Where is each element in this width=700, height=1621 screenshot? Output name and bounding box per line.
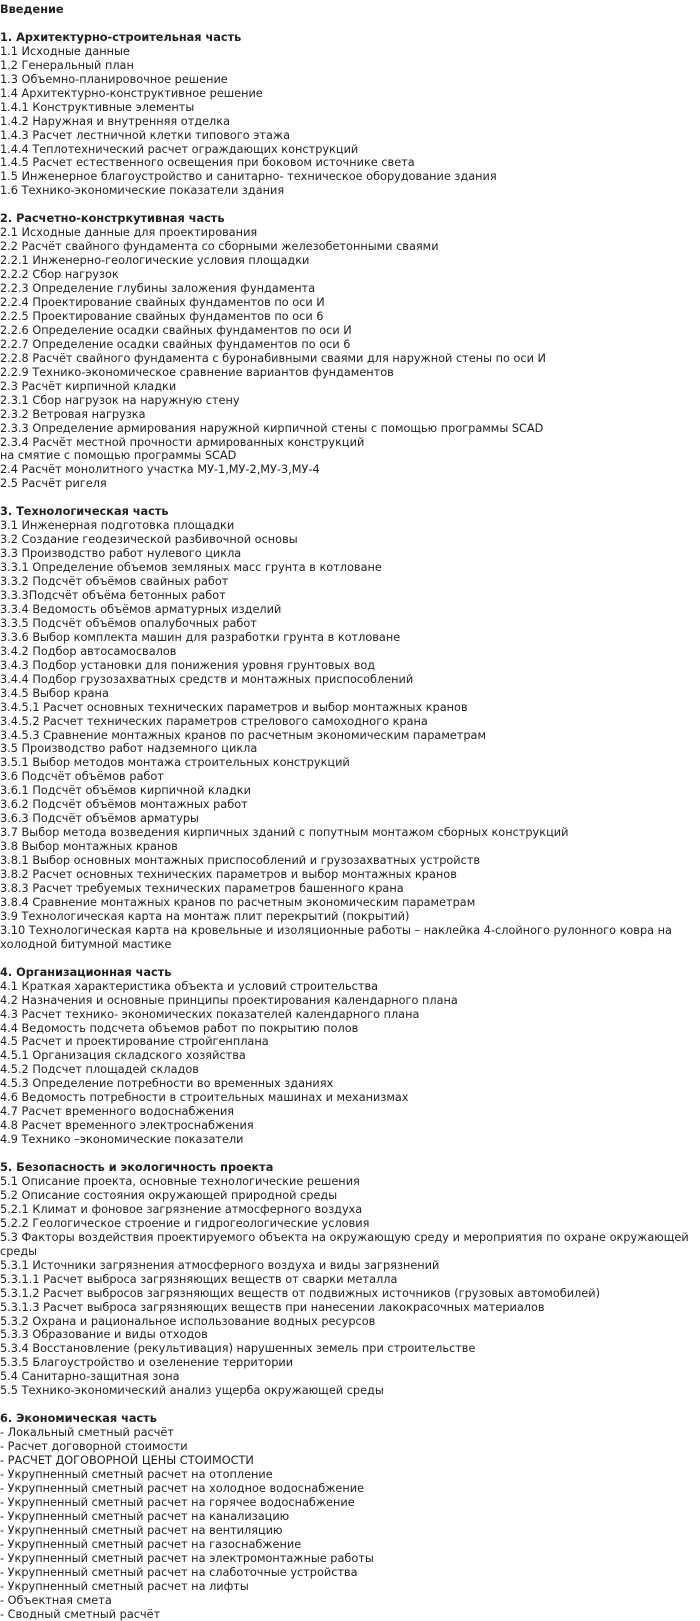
- section-5: [0, 1161, 698, 1398]
- list-item: 2.5 Расчёт ригеля: [0, 477, 107, 491]
- list-item: 2.2.5 Проектирование свайных фундаментов по оси 6: [0, 309, 324, 323]
- list-item: 4.3 Расчет технико- экономических показателей календарного плана: [0, 1007, 420, 1021]
- list-item: 3.2 Создание геодезической разбивочной основы: [0, 533, 298, 547]
- list-item: 1.4.5 Расчет естественного освещения при боковом источнике света: [0, 156, 415, 170]
- intro-heading: Введение: [0, 3, 64, 16]
- list-item: 4.1 Краткая характеристика объекта и условий строительства: [0, 979, 379, 993]
- list-item: 5.3.1.1 Расчет выброса загрязняющих веществ от сварки металла: [0, 1272, 398, 1286]
- list-item: 5.3.4 Восстановление (рекультивация) нарушенных земель при строительстве: [0, 1342, 476, 1356]
- list-item: 3.3.2 Подсчёт объёмов свайных работ: [0, 575, 229, 589]
- document: [0, 3, 700, 1621]
- list-item: 5.1 Описание проекта, основные технологические решения: [0, 1174, 360, 1188]
- list-item: 2.3.3 Определение армирования наружной кирпичной стены с помощью программы SCAD: [0, 421, 544, 435]
- list-item: 2.2.3 Определение глубины заложения фундамента: [0, 282, 316, 296]
- list-item: - Укрупненный сметный расчет на холодное водоснабжение: [0, 1481, 365, 1495]
- list-item: 2.3.2 Ветровая нагрузка: [0, 407, 146, 421]
- list-item: 1.2 Генеральный план: [0, 58, 134, 72]
- list-item: 3.8.1 Выбор основных монтажных приспособлений и грузозахватных устройств: [0, 854, 481, 868]
- list-item: 1.3 Объемно-планировочное решение: [0, 72, 228, 86]
- list-item: 2.2.1 Инженерно-геологические условия площадки: [0, 254, 310, 268]
- section-3: [0, 505, 698, 952]
- list-item: 2.2.4 Проектирование свайных фундаментов по оси И: [0, 295, 325, 309]
- list-item: 3.6 Подсчёт объёмов работ: [0, 770, 164, 784]
- list-item: 1.4.1 Конструктивные элементы: [0, 100, 195, 114]
- list-item: - Укрупненный сметный расчет на электромонтажные работы: [0, 1551, 374, 1565]
- list-item: 4.9 Технико –экономические показатели: [0, 1133, 244, 1147]
- section-title: 3. Технологическая часть: [0, 505, 169, 519]
- list-item: - Расчет договорной стоимости: [0, 1440, 188, 1454]
- list-item: 3.3.6 Выбор комплекта машин для разработки грунта в котловане: [0, 630, 401, 644]
- list-item: - Сводный сметный расчёт: [0, 1607, 161, 1621]
- list-item: 5.3.3 Образование и виды отходов: [0, 1328, 208, 1342]
- list-item: 4.5.1 Организация складского хозяйства: [0, 1049, 246, 1063]
- list-item: 3.3.3Подсчёт объёма бетонных работ: [0, 588, 226, 602]
- list-item: - Укрупненный сметный расчет на газоснабжение: [0, 1537, 302, 1551]
- list-item: 5.3.1 Источники загрязнения атмосферного воздуха и виды загрязнений: [0, 1258, 440, 1272]
- section-1: [0, 31, 698, 198]
- list-item: - Укрупненный сметный расчет на канализацию: [0, 1509, 290, 1523]
- list-item: 2.3 Расчёт кирпичной кладки: [0, 379, 177, 393]
- list-item: 3.4.3 Подбор установки для понижения уровня грунтовых вод: [0, 658, 376, 672]
- list-item: 4.5.2 Подсчет площадей складов: [0, 1063, 199, 1077]
- list-item: 3.4.5.3 Сравнение монтажных кранов по расчетным экономическим параметрам: [0, 728, 487, 742]
- list-item: 3.9 Технологическая карта на монтаж плит перекрытий (покрытий): [0, 909, 410, 923]
- list-item: 4.4 Ведомость подсчета объемов работ по покрытию полов: [0, 1021, 359, 1035]
- list-item: - Укрупненный сметный расчет на лифты: [0, 1579, 249, 1593]
- section-title: 4. Организационная часть: [0, 965, 172, 979]
- list-item: - Локальный сметный расчёт: [0, 1426, 174, 1440]
- list-item: - Укрупненный сметный расчет на горячее водоснабжение: [0, 1495, 355, 1509]
- list-item: - Укрупненный сметный расчет на отопление: [0, 1467, 273, 1481]
- list-item: 3.4.5.1 Расчет основных технических параметров и выбор монтажных кранов: [0, 700, 468, 714]
- list-item: 5.3.2 Охрана и рациональное использование водных ресурсов: [0, 1314, 376, 1328]
- list-item: 4.8 Расчет временного электроснабжения: [0, 1119, 254, 1133]
- section-6: [0, 1412, 698, 1621]
- list-item: 3.6.3 Подсчёт объёмов арматуры: [0, 812, 199, 826]
- list-item: 2.2 Расчёт свайного фундамента со сборными железобетонными сваями: [0, 240, 439, 254]
- list-item: 3.3.1 Определение объемов земляных масс грунта в котловане: [0, 561, 382, 575]
- list-item: 4.5.3 Определение потребности во временных зданиях: [0, 1077, 334, 1091]
- list-item: 5.2.1 Климат и фоновое загрязнение атмосферного воздуха: [0, 1202, 363, 1216]
- list-item: 3.3.4 Ведомость объёмов арматурных изделий: [0, 602, 282, 616]
- list-item: 2.2.6 Определение осадки свайных фундаментов по оси И: [0, 323, 352, 337]
- list-item: 1.1 Исходные данные: [0, 44, 130, 58]
- list-item: 5.3 Факторы воздействия проектируемого объекта на окружающую среду и мероприятия по охране окружающей среды: [0, 1230, 689, 1258]
- list-item: - Укрупненный сметный расчет на вентиляцию: [0, 1523, 283, 1537]
- list-item: 3.6.1 Подсчёт объёмов кирпичной кладки: [0, 784, 251, 798]
- list-item: 3.1 Инженерная подготовка площадки: [0, 519, 235, 533]
- list-item: 1.4.4 Теплотехнический расчет ограждающих конструкций: [0, 142, 359, 156]
- list-item: 3.8 Выбор монтажных кранов: [0, 840, 178, 854]
- list-item: 4.7 Расчет временного водоснабжения: [0, 1105, 235, 1119]
- list-item: 3.3 Производство работ нулевого цикла: [0, 547, 242, 561]
- list-item: 1.6 Технико-экономические показатели здания: [0, 184, 285, 198]
- list-item: - Объектная смета: [0, 1593, 112, 1607]
- list-item: 5.4 Санитарно-защитная зона: [0, 1370, 180, 1384]
- list-item: 3.6.2 Подсчёт объёмов монтажных работ: [0, 798, 248, 812]
- list-item: 3.5 Производство работ надземного цикла: [0, 742, 258, 756]
- list-item: 4.2 Назначения и основные принципы проектирования календарного плана: [0, 993, 458, 1007]
- list-item: 5.3.1.2 Расчет выбросов загрязняющих веществ от подвижных источников (грузовых автомобилей): [0, 1286, 600, 1300]
- list-item: 1.4 Архитектурно-конструктивное решение: [0, 86, 263, 100]
- section-2: [0, 212, 698, 491]
- section-4: [0, 966, 698, 1147]
- list-item: 2.2.9 Технико-экономическое сравнение вариантов фундаментов: [0, 365, 394, 379]
- list-item: 3.8.4 Сравнение монтажных кранов по расчетным экономическим параметрам: [0, 895, 476, 909]
- list-item: 2.3.4 Расчёт местной прочности армированных конструкций: [0, 435, 365, 449]
- list-item: 5.3.5 Благоустройство и озеленение территории: [0, 1356, 294, 1370]
- list-item: - Укрупненный сметный расчет на слаботочные устройства: [0, 1565, 358, 1579]
- section-title: 5. Безопасность и экологичность проекта: [0, 1161, 274, 1175]
- list-item: 1.4.3 Расчет лестничной клетки типового этажа: [0, 128, 291, 142]
- list-item: 3.5.1 Выбор методов монтажа строительных конструкций: [0, 756, 350, 770]
- list-item: 5.2 Описание состояния окружающей природной среды: [0, 1188, 338, 1202]
- list-item: 5.5 Технико-экономический анализ ущерба окружающей среды: [0, 1384, 384, 1398]
- list-item: 2.1 Исходные данные для проектирования: [0, 226, 258, 240]
- list-item: 3.4.4 Подбор грузозахватных средств и монтажных приспособлений: [0, 672, 414, 686]
- list-item: 1.4.2 Наружная и внутренняя отделка: [0, 114, 231, 128]
- list-item: 2.4 Расчёт монолитного участка МУ-1,МУ-2,МУ-3,МУ-4: [0, 463, 320, 477]
- section-title: 6. Экономическая часть: [0, 1412, 157, 1426]
- list-item: - РАСЧЕТ ДОГОВОРНОЙ ЦЕНЫ СТОИМОСТИ: [0, 1454, 254, 1468]
- list-item: 4.5 Расчет и проектирование стройгенплана: [0, 1035, 269, 1049]
- section-title: 1. Архитектурно-строительная часть: [0, 30, 242, 44]
- list-item: 3.4.2 Подбор автосамосвалов: [0, 644, 177, 658]
- list-item: 5.2.2 Геологическое строение и гидрогеологические условия: [0, 1216, 370, 1230]
- section-title: 2. Расчетно-констркутивная часть: [0, 212, 225, 226]
- list-item: 3.3.5 Подсчёт объёмов опалубочных работ: [0, 616, 257, 630]
- list-item: 1.5 Инженерное благоустройство и санитарно- техническое оборудование здания: [0, 170, 497, 184]
- list-item: 3.4.5.2 Расчет технических параметров стрелового самоходного крана: [0, 714, 428, 728]
- list-item: 2.2.7 Определение осадки свайных фундаментов по оси 6: [0, 337, 351, 351]
- list-item: 2.2.2 Сбор нагрузок: [0, 268, 119, 282]
- list-item: на смятие с помощью программы SCAD: [0, 449, 237, 463]
- list-item: 2.2.8 Расчёт свайного фундамента с буронабивными сваями для наружной стены по оси И: [0, 351, 547, 365]
- list-item: 3.7 Выбор метода возведения кирпичных зданий с попутным монтажом сборных конструкций: [0, 826, 569, 840]
- list-item: 3.8.2 Расчет основных технических параметров и выбор монтажных кранов: [0, 868, 457, 882]
- contents-list: [0, 31, 698, 1621]
- list-item: 5.3.1.3 Расчет выброса загрязняющих веществ при нанесении лакокрасочных материалов: [0, 1300, 545, 1314]
- list-item: 2.3.1 Сбор нагрузок на наружную стену: [0, 393, 240, 407]
- list-item: 3.10 Технологическая карта на кровельные и изоляционные работы – наклейка 4-слойного рулонного ковра на холодной битумной мастике: [0, 923, 672, 951]
- list-item: 4.6 Ведомость потребности в строительных машинах и механизмах: [0, 1091, 409, 1105]
- list-item: 3.8.3 Расчет требуемых технических параметров башенного крана: [0, 882, 404, 895]
- list-item: 3.4.5 Выбор крана: [0, 686, 109, 700]
